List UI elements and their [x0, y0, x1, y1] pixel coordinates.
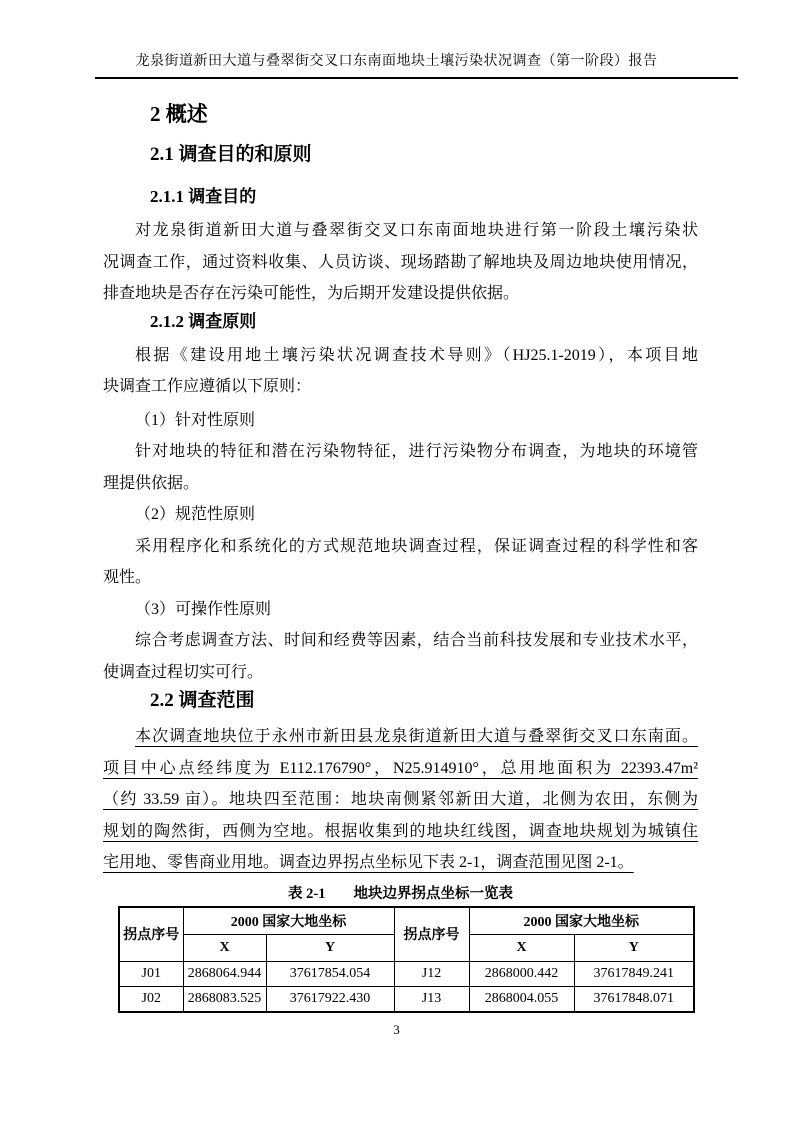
table-row	[119, 962, 694, 987]
page-header	[0, 0, 793, 79]
scope-paragraph-underlined	[103, 721, 698, 879]
paragraph-line: 对龙泉街道新田大道与叠翠街交叉口东南面地块进行第一阶段土壤污染状	[135, 222, 698, 239]
col-header-y-right: Y	[574, 935, 694, 962]
paragraph-line: （约 33.59 亩）。地块四至范围：地块南侧紧邻新田大道，北侧为农田，东侧为	[103, 791, 698, 808]
cell-y: 37617922.430	[266, 987, 394, 1012]
cell-x: 2868083.525	[183, 987, 266, 1012]
cell-x: 2868064.944	[183, 962, 266, 987]
col-header-y-left: Y	[266, 935, 394, 962]
principle-item-heading: （2）规范性原则	[135, 506, 256, 523]
col-header-coord-system-right: 2000 国家大地坐标	[469, 907, 694, 935]
paragraph-line: 宅用地、零售商业用地。调查边界拐点坐标见下表 2-1，调查范围见图 2-1。	[103, 854, 634, 871]
purpose-paragraph	[103, 215, 698, 310]
paragraph-line: 规划的陶然街，西侧为空地。根据收集到的地块红线图，调查地块规划为城镇住	[103, 822, 698, 840]
principle-item-heading: （3）可操作性原则	[135, 600, 272, 618]
paragraph-line: 块调查工作应遵循以下原则：	[103, 378, 312, 395]
paragraph-line: 本次调查地块位于永州市新田县龙泉街道新田大道与叠翠街交叉口东南面。	[135, 728, 698, 745]
col-header-point-id-right: 拐点序号	[394, 907, 469, 962]
page-body	[103, 100, 698, 1013]
heading-2-2-scope: 2.2 调查范围	[150, 690, 255, 711]
table-row	[119, 987, 694, 1012]
paragraph-line: 使调查过程切实可行。	[103, 663, 264, 681]
table-caption	[103, 885, 698, 904]
boundary-coordinates-table	[118, 906, 695, 1013]
principles-list	[103, 405, 698, 689]
page-number: 3	[393, 1022, 400, 1037]
paragraph-line: 综合考虑调查方法、时间和经费等因素，结合当前科技发展和专业技术水平，	[135, 632, 698, 649]
col-header-coord-system-left: 2000 国家大地坐标	[183, 907, 394, 935]
cell-point-id: J01	[119, 962, 183, 987]
running-header-title: 龙泉街道新田大道与叠翠街交叉口东南面地块土壤污染状况调查（第一阶段）报告	[135, 54, 658, 69]
cell-y: 37617848.071	[574, 987, 694, 1012]
paragraph-line: 针对地块的特征和潜在污染物特征，进行污染物分布调查，为地块的环境管	[135, 443, 698, 460]
cell-y: 37617854.054	[266, 962, 394, 987]
paragraph-line: 根据《建设用地土壤污染状况调查技术导则》（HJ25.1-2019），本项目地	[135, 346, 698, 364]
paragraph-line: 项目中心点经纬度为 E112.176790°，N25.914910°，总用地面积为 22393.47m²	[103, 759, 698, 777]
paragraph-line: 采用程序化和系统化的方式规范地块调查过程，保证调查过程的科学性和客	[135, 537, 698, 555]
col-header-x-right: X	[469, 935, 574, 962]
heading-2-1-goals-principles: 2.1 调查目的和原则	[150, 144, 312, 165]
heading-2-1-2-principles: 2.1.2 调查原则	[150, 311, 257, 331]
paragraph-line: 观性。	[103, 569, 152, 586]
cell-y: 37617849.241	[574, 962, 694, 987]
table-caption-title: 地块边界拐点坐标一览表	[353, 885, 513, 902]
principles-intro-paragraph	[103, 340, 698, 403]
heading-2-1-1-purpose: 2.1.1 调查目的	[150, 187, 257, 206]
heading-2-overview: 2 概述	[150, 102, 208, 126]
col-header-x-left: X	[183, 935, 266, 962]
header-rule	[95, 77, 738, 79]
paragraph-line: 排查地块是否存在污染可能性，为后期开发建设提供依据。	[103, 285, 520, 302]
paragraph-line: 况调查工作，通过资料收集、人员访谈、现场踏勘了解地块及周边地块使用情况，	[103, 253, 698, 271]
principle-item-heading: （1）针对性原则	[135, 411, 256, 429]
cell-point-id: J02	[119, 987, 183, 1012]
table-caption-label: 表 2-1	[288, 885, 326, 902]
col-header-point-id-left: 拐点序号	[119, 907, 183, 962]
paragraph-line: 理提供依据。	[103, 474, 200, 492]
cell-x: 2868004.055	[469, 987, 574, 1012]
cell-x: 2868000.442	[469, 962, 574, 987]
cell-point-id: J13	[394, 987, 469, 1012]
cell-point-id: J12	[394, 962, 469, 987]
